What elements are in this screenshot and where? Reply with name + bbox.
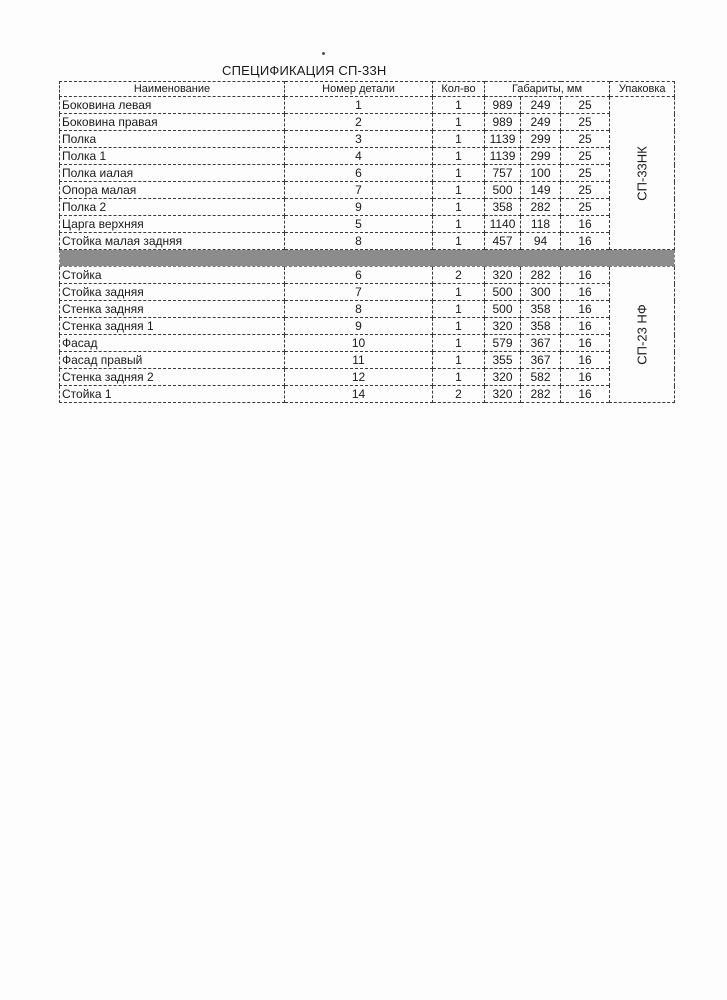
width-cell: 249 (521, 114, 561, 131)
header-packaging: Упаковка (610, 82, 675, 97)
header-quantity: Кол-во (433, 82, 485, 97)
length-cell: 500 (485, 284, 521, 301)
thickness-cell: 25 (561, 182, 610, 199)
quantity-cell: 1 (433, 131, 485, 148)
thickness-cell: 16 (561, 386, 610, 403)
part-number-cell: 10 (285, 335, 433, 352)
thickness-cell: 16 (561, 216, 610, 233)
part-number-cell: 12 (285, 369, 433, 386)
table-row (60, 199, 675, 216)
width-cell: 358 (521, 301, 561, 318)
thickness-cell: 25 (561, 199, 610, 216)
part-name-cell: Фасад правый (60, 352, 285, 369)
table-row (60, 233, 675, 250)
part-number-cell: 7 (285, 284, 433, 301)
length-cell: 989 (485, 97, 521, 114)
length-cell: 320 (485, 386, 521, 403)
thickness-cell: 25 (561, 114, 610, 131)
part-number-cell: 14 (285, 386, 433, 403)
width-cell: 282 (521, 267, 561, 284)
group-separator (60, 250, 675, 267)
part-name-cell: Полка 2 (60, 199, 285, 216)
length-cell: 989 (485, 114, 521, 131)
part-name-cell: Стойка задняя (60, 284, 285, 301)
width-cell: 582 (521, 369, 561, 386)
quantity-cell: 1 (433, 335, 485, 352)
length-cell: 579 (485, 335, 521, 352)
part-name-cell: Стойка 1 (60, 386, 285, 403)
quantity-cell: 1 (433, 165, 485, 182)
length-cell: 500 (485, 301, 521, 318)
table-row (60, 148, 675, 165)
table-row (60, 284, 675, 301)
width-cell: 367 (521, 352, 561, 369)
table-body (60, 97, 675, 403)
width-cell: 299 (521, 131, 561, 148)
part-number-cell: 6 (285, 267, 433, 284)
part-name-cell: Боковина левая (60, 97, 285, 114)
quantity-cell: 1 (433, 148, 485, 165)
table-row (60, 216, 675, 233)
part-name-cell: Стойка малая задняя (60, 233, 285, 250)
table-row (60, 301, 675, 318)
thickness-cell: 16 (561, 267, 610, 284)
thickness-cell: 16 (561, 318, 610, 335)
thickness-cell: 16 (561, 335, 610, 352)
quantity-cell: 2 (433, 267, 485, 284)
part-name-cell: Стенка задняя 2 (60, 369, 285, 386)
table-row (60, 114, 675, 131)
quantity-cell: 1 (433, 369, 485, 386)
length-cell: 320 (485, 369, 521, 386)
part-name-cell: Полка 1 (60, 148, 285, 165)
length-cell: 457 (485, 233, 521, 250)
thickness-cell: 25 (561, 165, 610, 182)
quantity-cell: 1 (433, 199, 485, 216)
width-cell: 300 (521, 284, 561, 301)
header-part-number: Номер детали (285, 82, 433, 97)
part-number-cell: 2 (285, 114, 433, 131)
part-number-cell: 8 (285, 233, 433, 250)
document-title: СПЕЦИФИКАЦИЯ СП-33Н (222, 63, 387, 78)
thickness-cell: 25 (561, 148, 610, 165)
length-cell: 355 (485, 352, 521, 369)
quantity-cell: 1 (433, 233, 485, 250)
length-cell: 320 (485, 267, 521, 284)
packaging-cell (610, 97, 675, 250)
quantity-cell: 1 (433, 114, 485, 131)
part-number-cell: 8 (285, 301, 433, 318)
table-row (60, 267, 675, 284)
part-number-cell: 1 (285, 97, 433, 114)
length-cell: 500 (485, 182, 521, 199)
length-cell: 1139 (485, 131, 521, 148)
width-cell: 149 (521, 182, 561, 199)
thickness-cell: 16 (561, 301, 610, 318)
width-cell: 282 (521, 386, 561, 403)
part-name-cell: Полка (60, 131, 285, 148)
width-cell: 358 (521, 318, 561, 335)
width-cell: 94 (521, 233, 561, 250)
length-cell: 757 (485, 165, 521, 182)
quantity-cell: 1 (433, 352, 485, 369)
length-cell: 320 (485, 318, 521, 335)
thickness-cell: 16 (561, 352, 610, 369)
width-cell: 118 (521, 216, 561, 233)
table-row (60, 165, 675, 182)
part-number-cell: 6 (285, 165, 433, 182)
packaging-label: СП-23 НФ (634, 304, 650, 365)
thickness-cell: 16 (561, 233, 610, 250)
quantity-cell: 1 (433, 182, 485, 199)
part-number-cell: 3 (285, 131, 433, 148)
quantity-cell: 1 (433, 284, 485, 301)
table-row (60, 182, 675, 199)
table-row (60, 97, 675, 114)
table-row (60, 131, 675, 148)
quantity-cell: 1 (433, 301, 485, 318)
packaging-label: СП-33НК (634, 145, 650, 201)
part-name-cell: Стенка задняя 1 (60, 318, 285, 335)
packaging-cell (610, 267, 675, 403)
specification-table (59, 81, 675, 403)
thickness-cell: 16 (561, 284, 610, 301)
part-number-cell: 9 (285, 199, 433, 216)
quantity-cell: 2 (433, 386, 485, 403)
length-cell: 1140 (485, 216, 521, 233)
quantity-cell: 1 (433, 97, 485, 114)
width-cell: 100 (521, 165, 561, 182)
header-name: Наименование (60, 82, 285, 97)
part-name-cell: Царга верхняя (60, 216, 285, 233)
scan-speck (322, 52, 325, 55)
header-row (60, 82, 675, 97)
quantity-cell: 1 (433, 318, 485, 335)
thickness-cell: 25 (561, 131, 610, 148)
width-cell: 367 (521, 335, 561, 352)
table-row (60, 369, 675, 386)
part-number-cell: 11 (285, 352, 433, 369)
part-name-cell: Стенка задняя (60, 301, 285, 318)
width-cell: 299 (521, 148, 561, 165)
quantity-cell: 1 (433, 216, 485, 233)
width-cell: 249 (521, 97, 561, 114)
separator-bar (60, 250, 675, 267)
part-name-cell: Боковина правая (60, 114, 285, 131)
table-row (60, 352, 675, 369)
part-number-cell: 9 (285, 318, 433, 335)
part-number-cell: 7 (285, 182, 433, 199)
part-number-cell: 5 (285, 216, 433, 233)
part-name-cell: Фасад (60, 335, 285, 352)
length-cell: 1139 (485, 148, 521, 165)
length-cell: 358 (485, 199, 521, 216)
table-row (60, 335, 675, 352)
header-dimensions: Габариты, мм (485, 82, 610, 97)
part-name-cell: Стойка (60, 267, 285, 284)
part-name-cell: Опора малая (60, 182, 285, 199)
part-name-cell: Полка иалая (60, 165, 285, 182)
thickness-cell: 16 (561, 369, 610, 386)
table-row (60, 318, 675, 335)
width-cell: 282 (521, 199, 561, 216)
part-number-cell: 4 (285, 148, 433, 165)
thickness-cell: 25 (561, 97, 610, 114)
table-row (60, 386, 675, 403)
